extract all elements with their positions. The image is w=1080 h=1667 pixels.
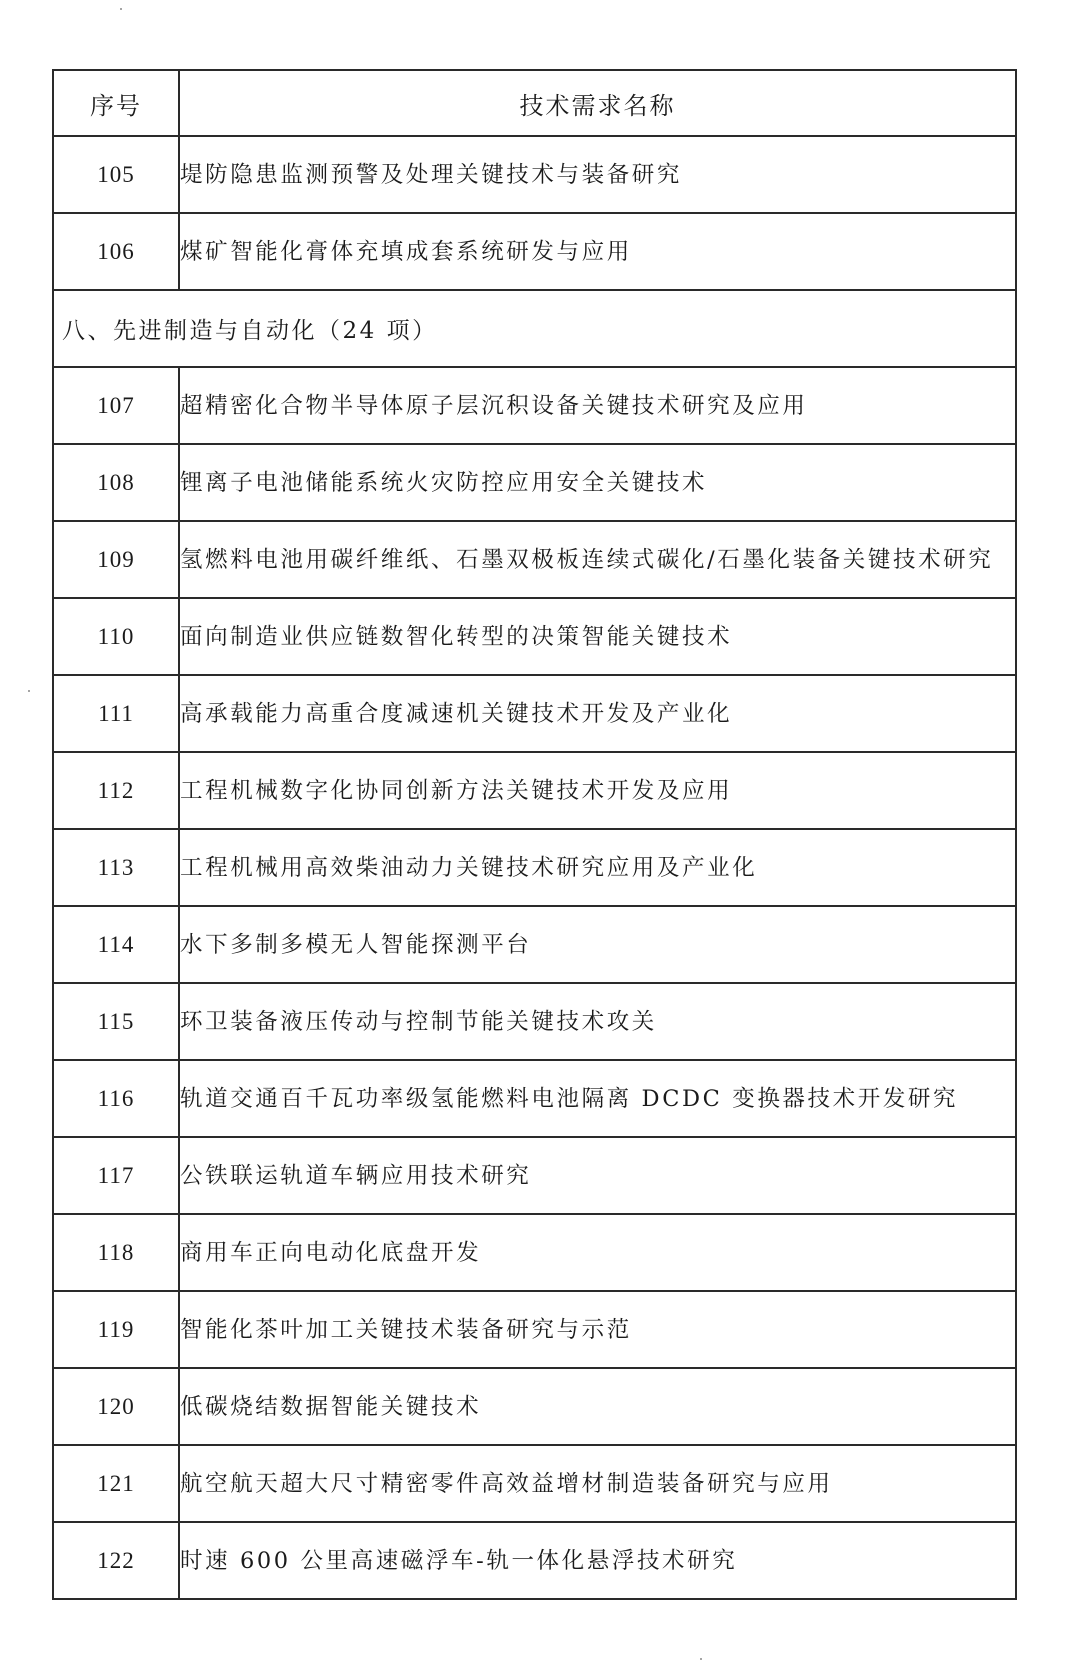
row-name: 氢燃料电池用碳纤维纸、石墨双极板连续式碳化/石墨化装备关键技术研究 bbox=[179, 521, 1016, 598]
row-number: 114 bbox=[53, 906, 179, 983]
row-number: 111 bbox=[53, 675, 179, 752]
row-name: 轨道交通百千瓦功率级氢能燃料电池隔离 DCDC 变换器技术开发研究 bbox=[179, 1060, 1016, 1137]
table-row bbox=[53, 675, 1016, 752]
table-row bbox=[53, 1368, 1016, 1445]
row-number: 117 bbox=[53, 1137, 179, 1214]
table-row bbox=[53, 1522, 1016, 1599]
section-heading-row bbox=[53, 290, 1016, 367]
row-number: 120 bbox=[53, 1368, 179, 1445]
row-name: 智能化茶叶加工关键技术装备研究与示范 bbox=[179, 1291, 1016, 1368]
column-header-number: 序号 bbox=[53, 70, 179, 136]
table-row bbox=[53, 752, 1016, 829]
row-number: 119 bbox=[53, 1291, 179, 1368]
row-number: 121 bbox=[53, 1445, 179, 1522]
row-name: 超精密化合物半导体原子层沉积设备关键技术研究及应用 bbox=[179, 367, 1016, 444]
table-row bbox=[53, 983, 1016, 1060]
table-row bbox=[53, 1445, 1016, 1522]
row-number: 105 bbox=[53, 136, 179, 213]
table-row bbox=[53, 1291, 1016, 1368]
table-row bbox=[53, 906, 1016, 983]
row-name: 低碳烧结数据智能关键技术 bbox=[179, 1368, 1016, 1445]
row-name: 工程机械数字化协同创新方法关键技术开发及应用 bbox=[179, 752, 1016, 829]
row-number: 112 bbox=[53, 752, 179, 829]
table-header-row bbox=[53, 70, 1016, 136]
table-row bbox=[53, 1214, 1016, 1291]
row-number: 116 bbox=[53, 1060, 179, 1137]
row-number: 113 bbox=[53, 829, 179, 906]
row-number: 107 bbox=[53, 367, 179, 444]
row-name: 煤矿智能化膏体充填成套系统研发与应用 bbox=[179, 213, 1016, 290]
scan-artifact bbox=[700, 1658, 702, 1660]
table-row bbox=[53, 1137, 1016, 1214]
row-name: 环卫装备液压传动与控制节能关键技术攻关 bbox=[179, 983, 1016, 1060]
column-header-name: 技术需求名称 bbox=[179, 70, 1016, 136]
table-row bbox=[53, 213, 1016, 290]
row-number: 106 bbox=[53, 213, 179, 290]
table-row bbox=[53, 598, 1016, 675]
row-name: 锂离子电池储能系统火灾防控应用安全关键技术 bbox=[179, 444, 1016, 521]
row-name: 航空航天超大尺寸精密零件高效益增材制造装备研究与应用 bbox=[179, 1445, 1016, 1522]
row-number: 122 bbox=[53, 1522, 179, 1599]
section-heading: 八、先进制造与自动化（24 项） bbox=[53, 290, 1016, 367]
row-name: 水下多制多模无人智能探测平台 bbox=[179, 906, 1016, 983]
row-name: 面向制造业供应链数智化转型的决策智能关键技术 bbox=[179, 598, 1016, 675]
scan-artifact bbox=[28, 690, 30, 692]
row-number: 108 bbox=[53, 444, 179, 521]
table-row bbox=[53, 136, 1016, 213]
row-name: 高承载能力高重合度减速机关键技术开发及产业化 bbox=[179, 675, 1016, 752]
table-row bbox=[53, 521, 1016, 598]
table-row bbox=[53, 829, 1016, 906]
row-name: 时速 600 公里高速磁浮车-轨一体化悬浮技术研究 bbox=[179, 1522, 1016, 1599]
table-row bbox=[53, 444, 1016, 521]
tech-requirements-table bbox=[52, 69, 1017, 1600]
table-row bbox=[53, 1060, 1016, 1137]
row-name: 商用车正向电动化底盘开发 bbox=[179, 1214, 1016, 1291]
scan-artifact bbox=[120, 8, 122, 10]
row-name: 工程机械用高效柴油动力关键技术研究应用及产业化 bbox=[179, 829, 1016, 906]
row-number: 109 bbox=[53, 521, 179, 598]
row-name: 堤防隐患监测预警及处理关键技术与装备研究 bbox=[179, 136, 1016, 213]
row-name: 公铁联运轨道车辆应用技术研究 bbox=[179, 1137, 1016, 1214]
row-number: 118 bbox=[53, 1214, 179, 1291]
row-number: 115 bbox=[53, 983, 179, 1060]
row-number: 110 bbox=[53, 598, 179, 675]
table-row bbox=[53, 367, 1016, 444]
